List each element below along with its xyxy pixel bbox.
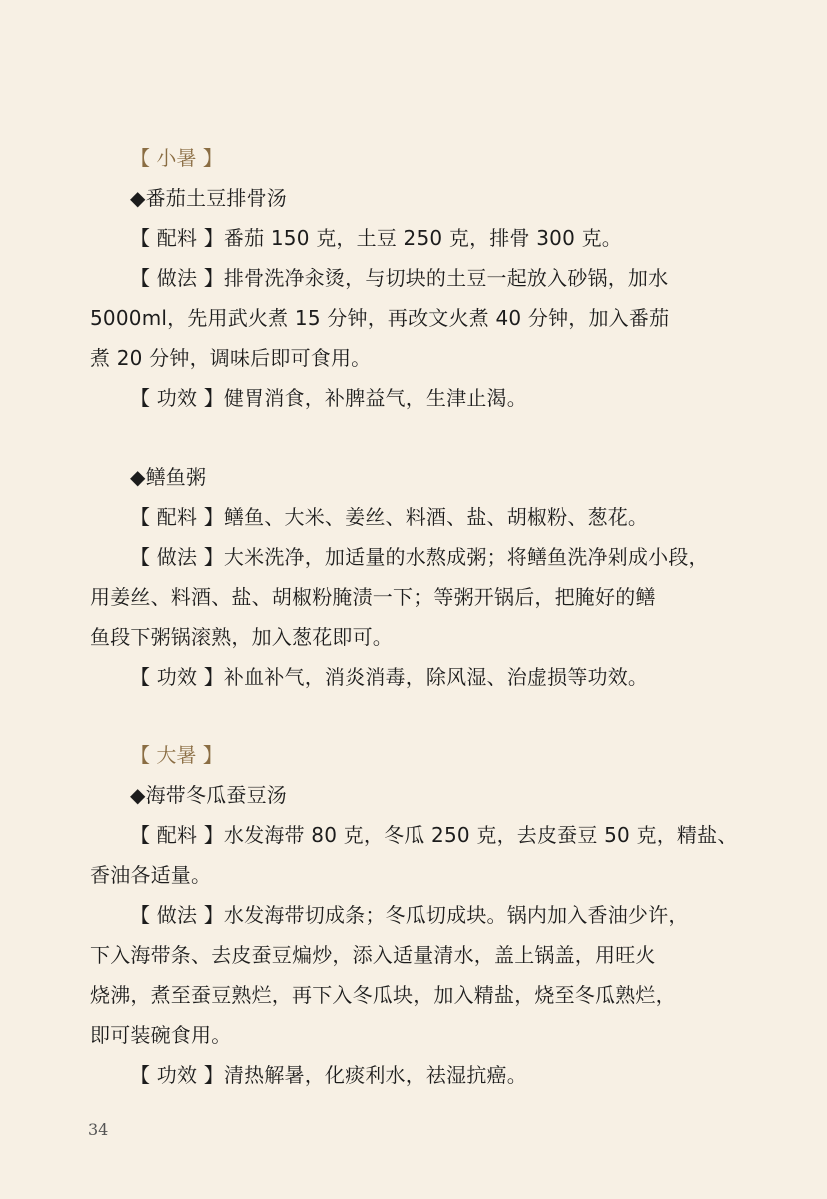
recipe-method-line: 【 做法 】排骨洗净汆烫，与切块的土豆一起放入砂锅，加水: [130, 266, 669, 290]
recipe-method-line: 下入海带条、去皮蚕豆煸炒，添入适量清水，盖上锅盖，用旺火: [90, 943, 656, 967]
recipe-method-line: 煮 20 分钟，调味后即可食用。: [90, 346, 372, 370]
recipe-method-line: 鱼段下粥锅滚熟，加入葱花即可。: [90, 625, 393, 649]
recipe-method-line: 用姜丝、料酒、盐、胡椒粉腌渍一下；等粥开锅后，把腌好的鳝: [90, 585, 656, 609]
recipe-title: ◆鳝鱼粥: [130, 465, 207, 489]
recipe-title: ◆番茄土豆排骨汤: [130, 186, 287, 210]
recipe-ingredients: 【 配料 】番茄 150 克，土豆 250 克，排骨 300 克。: [130, 226, 622, 250]
recipe-title: ◆海带冬瓜蚕豆汤: [130, 783, 287, 807]
recipe-method-line: 【 做法 】大米洗净，加适量的水熬成粥；将鳝鱼洗净剁成小段，: [130, 545, 709, 569]
recipe-ingredients: 香油各适量。: [90, 863, 212, 887]
recipe-ingredients: 【 配料 】鳝鱼、大米、姜丝、料酒、盐、胡椒粉、葱花。: [130, 505, 649, 529]
recipe-method-line: 即可装碗食用。: [90, 1023, 232, 1047]
recipe-method-line: 5000ml，先用武火煮 15 分钟，再改文火煮 40 分钟，加入番茄: [90, 306, 670, 330]
recipe-ingredients: 【 配料 】水发海带 80 克，冬瓜 250 克，去皮蚕豆 50 克，精盐、: [130, 823, 738, 847]
season-heading-xiaoshu: 【 小暑 】: [130, 146, 223, 170]
recipe-method-line: 【 做法 】水发海带切成条；冬瓜切成块。锅内加入香油少许，: [130, 903, 689, 927]
season-heading-dashu: 【 大暑 】: [130, 743, 223, 767]
page-number: 34: [88, 1120, 109, 1139]
recipe-method-line: 烧沸，煮至蚕豆熟烂，再下入冬瓜块，加入精盐，烧至冬瓜熟烂，: [90, 983, 676, 1007]
recipe-effect: 【 功效 】清热解暑，化痰利水，祛湿抗癌。: [130, 1063, 527, 1087]
recipe-effect: 【 功效 】健胃消食，补脾益气，生津止渴。: [130, 386, 527, 410]
recipe-effect: 【 功效 】补血补气，消炎消毒，除风湿、治虚损等功效。: [130, 665, 649, 689]
